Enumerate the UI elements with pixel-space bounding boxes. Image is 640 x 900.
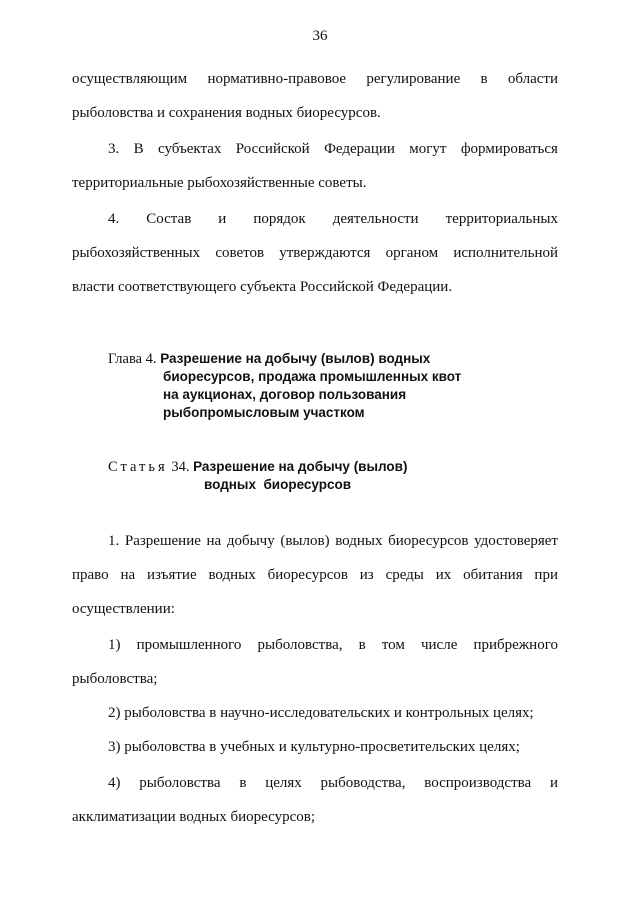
chapter-prefix: Глава 4. (108, 351, 157, 367)
chapter-title-line-2: биоресурсов, продажа промышленных квот (163, 369, 462, 384)
chapter-heading (108, 350, 430, 368)
item-3: 3) рыболовства в учебных и культурно-просветительских целях; (108, 739, 520, 755)
page-number: 36 (312, 28, 328, 44)
article-title-line-2-wrap (204, 476, 351, 494)
article-title-line-1: Разрешение на добычу (вылов) (193, 459, 408, 474)
chapter-title-line-4-wrap (163, 404, 365, 422)
item-2: 2) рыболовства в научно-исследовательских и контрольных целях; (108, 705, 534, 721)
para-4-line-1: 4. Состав и порядок деятельности территориальных (108, 211, 558, 227)
chapter-title-line-2-wrap (163, 368, 461, 386)
article-title-line-2: водных биоресурсов (204, 477, 352, 492)
body-p1-line-3: осуществлении: (72, 601, 175, 617)
article-heading (108, 458, 407, 476)
chapter-title-line-4: рыбопромысловым участком (163, 405, 365, 420)
chapter-title-line-3-wrap (163, 386, 406, 404)
para-4-line-2: рыбохозяйственных советов утверждаются органом исполнительной (72, 245, 558, 261)
body-p1-line-2: право на изъятие водных биоресурсов из среды их обитания при (72, 567, 558, 583)
body-p1-line-1: 1. Разрешение на добычу (вылов) водных биоресурсов удостоверяет (108, 533, 558, 549)
article-number: 34. (171, 459, 190, 475)
para-3-line-2: территориальные рыбохозяйственные советы. (72, 175, 367, 191)
para-cont-line-2: рыболовства и сохранения водных биоресурсов. (72, 105, 381, 121)
para-3-line-1: 3. В субъектах Российской Федерации могут формироваться (108, 141, 558, 157)
item-4-line-1: 4) рыболовства в целях рыбоводства, воспроизводства и (108, 775, 558, 791)
item-1-line-2: рыболовства; (72, 671, 158, 687)
para-cont-line-1: осуществляющим нормативно-правовое регулирование в области (72, 71, 558, 87)
chapter-title-line-1: Разрешение на добычу (вылов) водных (160, 351, 431, 366)
article-prefix: Статья (108, 459, 168, 475)
para-4-line-3: власти соответствующего субъекта Российской Федерации. (72, 279, 453, 295)
item-4-line-2: акклиматизации водных биоресурсов; (72, 809, 315, 825)
chapter-title-line-3: на аукционах, договор пользования (163, 387, 407, 402)
item-1-line-1: 1) промышленного рыболовства, в том числе прибрежного (108, 637, 558, 653)
